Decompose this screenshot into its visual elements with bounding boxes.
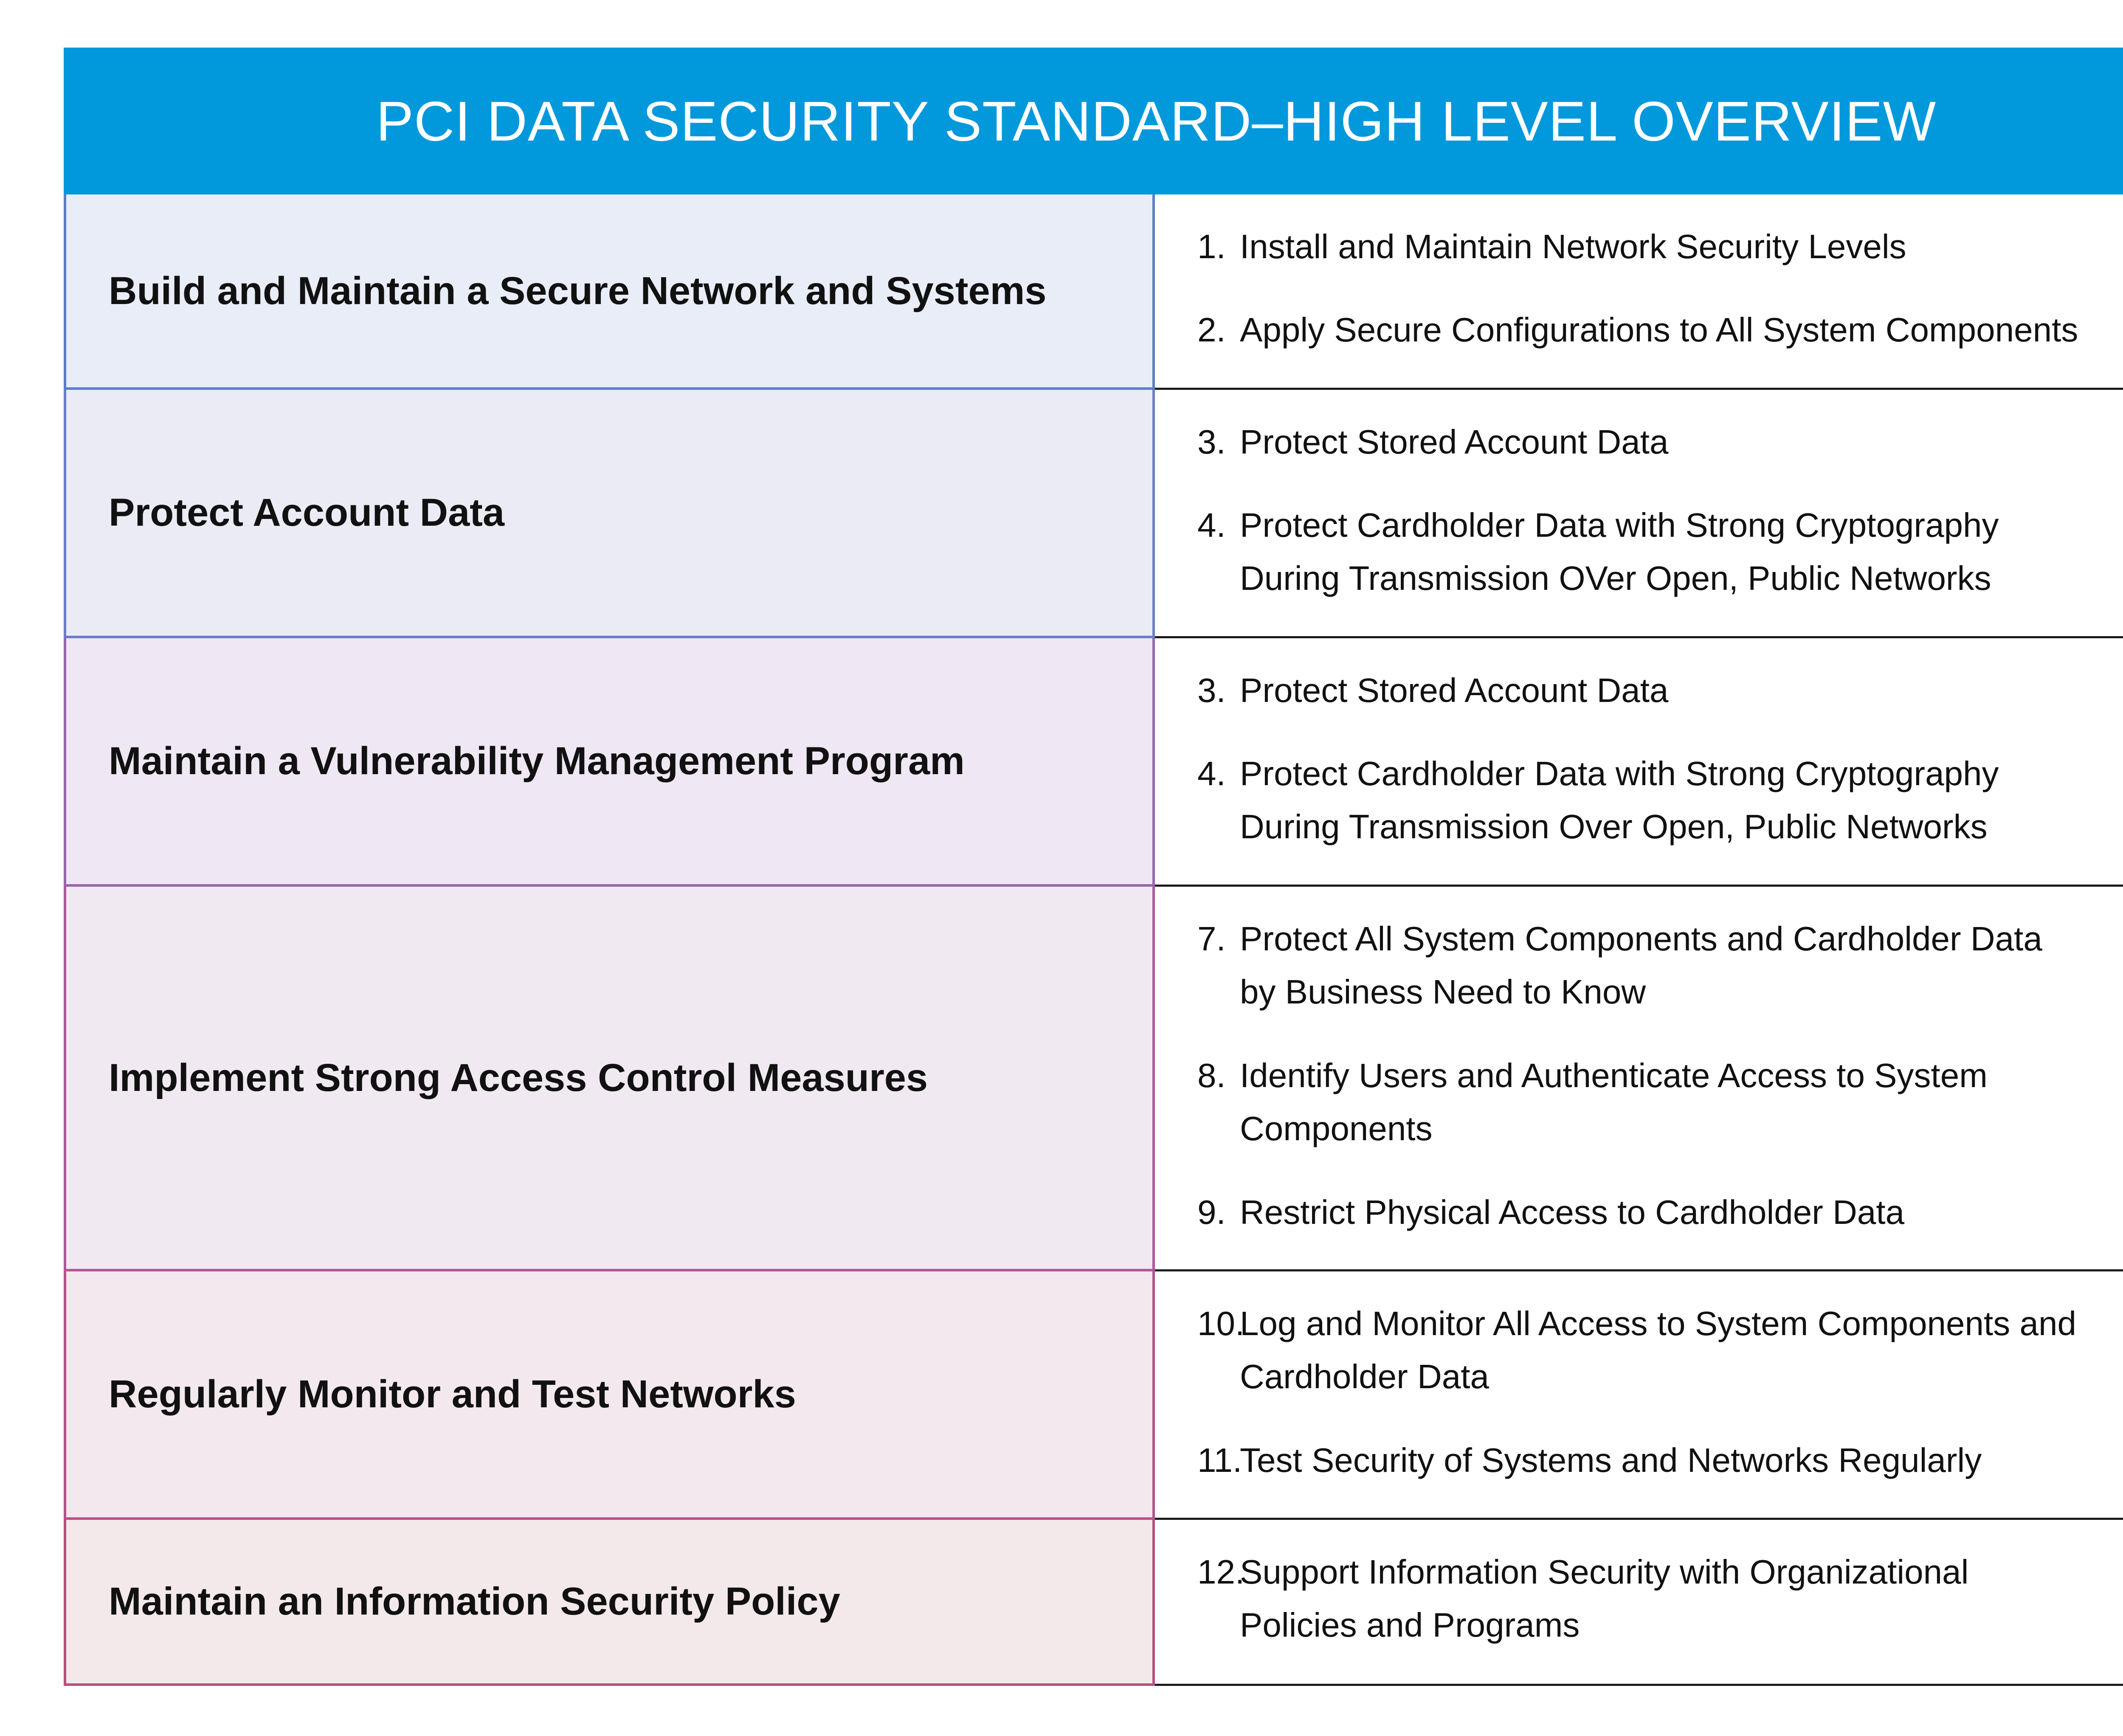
requirement-number: 9. [1197,1193,1226,1231]
requirement-number: 1. [1197,228,1226,265]
requirement-line: Protect Cardholder Data with Strong Cryptography [1240,506,1999,544]
requirements-cell [1155,194,2123,390]
goal-label: Protect Account Data [109,491,505,534]
requirement-number: 12. [1197,1553,1245,1591]
requirement-line: Cardholder Data [1240,1358,1489,1395]
requirement-item [1155,220,2123,273]
requirement-text [1240,303,2123,356]
requirement-number: 2. [1197,311,1226,349]
requirement-line: Protect Cardholder Data with Strong Cryptography [1240,755,1999,792]
table-row [64,1271,2123,1520]
requirement-item [1155,912,2123,1018]
requirement-number: 3. [1197,671,1226,709]
goal-label: Regularly Monitor and Test Networks [109,1372,796,1416]
requirement-text [1240,1434,2123,1487]
requirement-line: Protect All System Components and Cardholder Data [1240,920,2042,958]
requirement-number: 10. [1197,1305,1245,1342]
requirement-line: Policies and Programs [1240,1606,1580,1644]
requirement-line: by Business Need to Know [1240,973,1646,1011]
requirement-number: 3. [1197,423,1226,461]
requirement-text [1240,499,2123,605]
requirement-item [1155,664,2123,717]
requirement-text [1240,1297,2123,1403]
requirement-text [1240,912,2123,1018]
goal-label: Implement Strong Access Control Measures [109,1056,928,1099]
requirement-line: During Transmission Over Open, Public Networks [1240,808,1988,845]
requirement-line: Apply Secure Configurations to All System Components [1240,311,2078,349]
requirement-item [1155,747,2123,853]
requirement-item [1155,1049,2123,1155]
requirement-text [1240,1186,2123,1239]
requirement-item [1155,1434,2123,1487]
requirement-number: 8. [1197,1057,1226,1094]
goal-cell [64,1271,1155,1520]
goal-cell [64,194,1155,390]
requirements-cell [1155,390,2123,638]
requirement-number: 11. [1197,1441,1242,1479]
requirement-item [1155,1186,2123,1239]
requirement-text [1240,1545,2123,1651]
requirement-line: Test Security of Systems and Networks Regularly [1240,1441,1982,1479]
goal-label: Build and Maintain a Secure Network and Systems [109,269,1047,313]
table-header [64,48,2123,194]
requirements-cell [1155,1271,2123,1520]
goal-cell [64,638,1155,887]
table-row [64,1520,2123,1686]
requirement-text [1240,747,2123,853]
requirement-item [1155,415,2123,468]
requirement-text [1240,664,2123,717]
pci-overview-table [64,48,2123,1690]
requirement-item [1155,303,2123,356]
requirement-text [1240,415,2123,468]
requirement-text [1240,1049,2123,1155]
table-title: PCI DATA SECURITY STANDARD–HIGH LEVEL OVERVIEW [376,90,1937,152]
requirement-item [1155,499,2123,605]
table-row [64,638,2123,887]
goal-cell [64,390,1155,638]
goal-cell [64,1520,1155,1686]
requirement-line: During Transmission OVer Open, Public Networks [1240,559,1991,597]
requirements-cell [1155,887,2123,1271]
goal-label: Maintain an Information Security Policy [109,1580,840,1623]
requirement-number: 4. [1197,755,1226,792]
requirement-line: Components [1240,1110,1433,1147]
table-row [64,390,2123,638]
requirement-line: Protect Stored Account Data [1240,671,1669,709]
requirement-text [1240,220,2123,273]
requirements-cell [1155,638,2123,887]
requirement-item [1155,1297,2123,1403]
requirement-item [1155,1545,2123,1651]
requirement-line: Support Information Security with Organizational [1240,1553,1969,1591]
table-row [64,887,2123,1271]
goal-label: Maintain a Vulnerability Management Program [109,739,965,783]
requirement-number: 4. [1197,506,1226,544]
requirement-line: Identify Users and Authenticate Access to System [1240,1057,1988,1094]
requirement-line: Install and Maintain Network Security Levels [1240,228,1906,265]
requirement-number: 7. [1197,920,1226,958]
goal-cell [64,887,1155,1271]
requirement-line: Restrict Physical Access to Cardholder Data [1240,1193,1905,1231]
requirement-line: Protect Stored Account Data [1240,423,1669,461]
requirements-cell [1155,1520,2123,1686]
table-row [64,194,2123,390]
requirement-line: Log and Monitor All Access to System Components and [1240,1305,2076,1342]
